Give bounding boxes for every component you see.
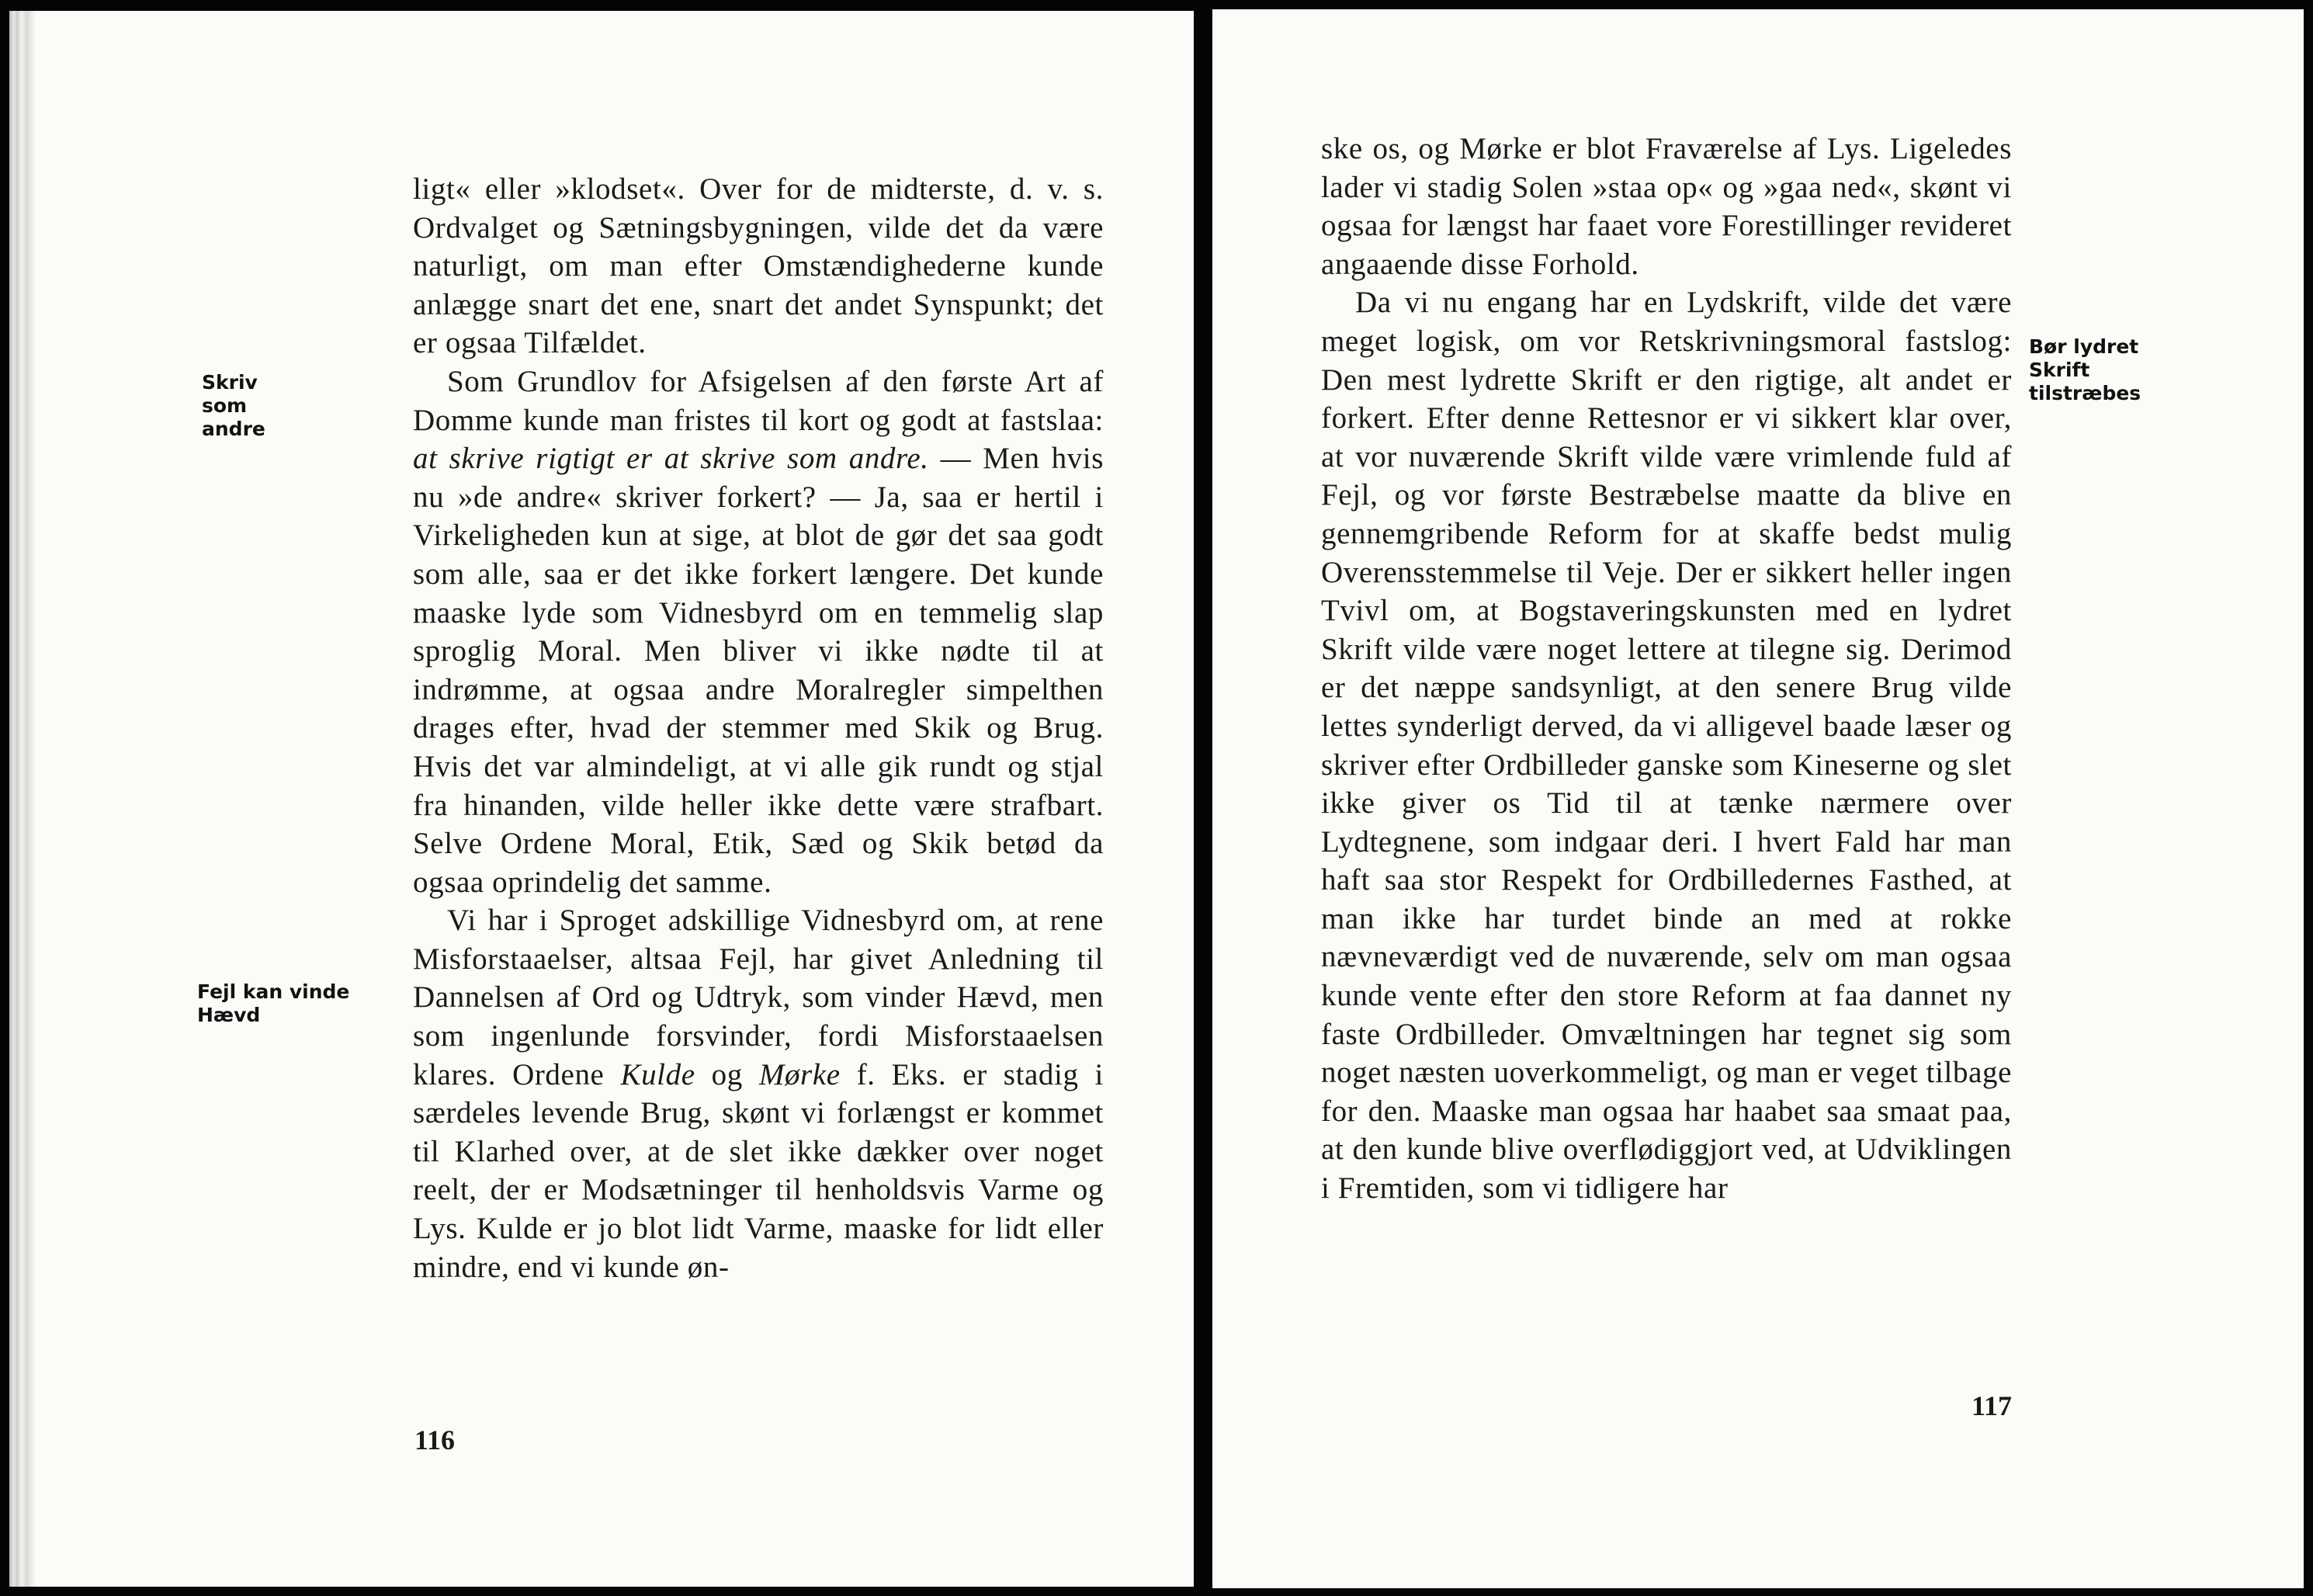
text-run: Vi har i Sproget adskillige Vidnesbyrd om, at rene Misforstaaelser, altsaa Fejl, har givet Anledning til Dannelsen af Ord og Udtryk, som vinder Hævd, men som ingenlunde forsvinder, fordi Misforstaaelsen klares. Ordene (413, 904, 1104, 1091)
page-edge-shadow (9, 11, 36, 1587)
right-page (1212, 9, 2304, 1588)
text-run: f. Eks. er stadig i særdeles levende Brug, skønt vi forlængst er kommet til Klarhed over, at de slet ikke dækker over noget reelt, der er Modsætninger til henholdsvis Varme og Lys. Kulde er jo blot lidt Varme, maaske for lidt eller mindre, end vi kunde øn- (413, 1057, 1104, 1284)
paragraph (413, 901, 1104, 1286)
left-page (9, 11, 1194, 1587)
page-number: 117 (1971, 1390, 2013, 1421)
left-page-body (413, 170, 1104, 1286)
paragraph: ligt« eller »klodset«. Over for de midterste, d. v. s. Ordvalget og Sætningsbygningen, vilde det da være naturligt, om man efter Omstændighederne kunde anlægge snart det ene, snart det andet Synspunkt; det er ogsaa Tilfældet. (413, 172, 1104, 360)
page-number: 116 (414, 1424, 456, 1455)
margin-note-skriv-som-andre (202, 371, 295, 441)
paragraph: Da vi nu engang har en Lydskrift, vilde det være meget logisk, om vor Retskrivningsmoral fastslog: Den mest lydrette Skrift er den rigtige, alt andet er forkert. Efter denne Rettesnor er vi sikkert klar over, at vor nuværende Skrift vilde være vrimlende fuld af Fejl, og vor første Bestræbelse maatte da blive en gennemgribende Reform for at skaffe bedst mulig Overensstemmelse til Veje. Der er sikkert heller ingen Tvivl om, at Bogstaveringskunsten med en lydret Skrift vilde være noget lettere at tilegne sig. Derimod er det næppe sandsynligt, at den senere Brug vilde lettes synderligt derved, da vi alligevel baade læser og skriver efter Ordbilleder ganske som Kineserne og slet ikke giver os Tid til at tænke nærmere over Lydtegnene, som indgaar deri. I hvert Fald har man haft saa stor Respekt for Ordbilledernes Fasthed, at man ikke har turdet binde an med at rokke nævneværdigt ved de nuværende, selv om man ogsaa kunde vente efter den store Reform at faa dannet ny faste Ordbilleder. Omvæltningen har tegnet sig som noget næsten uoverkommeligt, og man er veget tilbage for den. Maaske man ogsaa har haabet saa smaat paa, at den kunde blive overflødiggjort ved, at Udviklingen i Fremtiden, som vi tidligere har (1321, 286, 2012, 1206)
margin-note-fejl-kan-vinde-haevd (197, 980, 391, 1027)
paragraph: ske os, og Mørke er blot Fraværelse af Lys. Ligeledes lader vi stadig Solen »staa op« og »gaa ned«, skønt vi ogsaa for længst har faaet vore Forestillinger revideret angaaende disse Forhold. (1321, 132, 2012, 281)
text-run: — Men hvis nu »de andre« skriver forkert? — Ja, saa er hertil i Virkeligheden kun at sige, at blot de gør det saa godt som alle, saa er det ikke forkert længere. Det kunde maaske lyde som Vidnesbyrd om en temmelig slap sproglig Moral. Men bliver vi ikke nødte til at indrømme, at ogsaa andre Moralregler simpelthen drages efter, hvad der stemmer med Skik og Brug. Hvis det var almindeligt, at vi alle gik rundt og stjal fra hinanden, vilde heller ikke dette være strafbart. Selve Ordene Moral, Etik, Sæd og Skik betød da ogsaa oprindelig det samme. (413, 442, 1104, 899)
margin-note-text: Bør lydret Skrift tilstræbes (2029, 335, 2141, 404)
italic-phrase: at skrive rigtigt er at skrive som andre. (413, 442, 929, 476)
right-page-body (1321, 130, 2012, 1208)
text-run: og (711, 1057, 743, 1091)
italic-word: Mørke (758, 1057, 841, 1091)
margin-note-text: Skriv som andre (202, 371, 265, 440)
margin-note-bor-lydret-skrift (2029, 335, 2161, 405)
text-run: Som Grundlov for Afsigelsen af den første Art af Domme kunde man fristes til kort og godt at fastslaa: (413, 364, 1104, 437)
italic-word: Kulde (620, 1057, 695, 1091)
paragraph (413, 363, 1104, 901)
margin-note-text: Fejl kan vinde Hævd (197, 980, 350, 1026)
